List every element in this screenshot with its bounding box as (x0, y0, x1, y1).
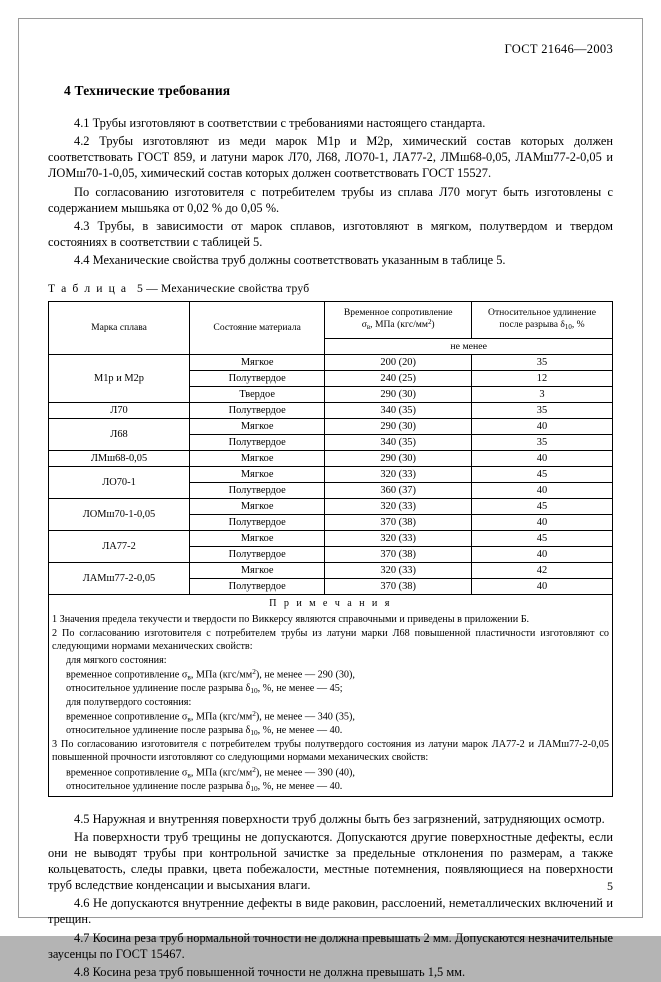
table-body (49, 354, 613, 594)
note-line: временное сопротивление $\sigma_в$, МПа $(кгс/мм^2)$, не менее — 290 (30), (66, 667, 355, 682)
paragraph-4-1: 4.1 Трубы изготовляют в соответствии с требованиями настоящего стандарта. (74, 116, 486, 130)
paragraph-4-7: 4.7 Косина реза труб нормальной точности не должна превышать 2 мм. Допускаются незначительные заусенцы по ГОСТ 15467. (48, 930, 613, 961)
header-strength-line1: Временное сопротивление (343, 307, 453, 319)
table-row (49, 450, 613, 466)
cell-elongation: 40 (471, 450, 612, 466)
cell-elongation: 40 (471, 546, 612, 562)
table-notes (49, 594, 613, 796)
cell-state: Полутвердое (190, 434, 325, 450)
cell-state: Мягкое (190, 466, 325, 482)
cell-alloy: Л70 (49, 402, 190, 418)
cell-alloy: ЛА77-2 (49, 530, 190, 562)
table-row (49, 354, 613, 370)
paragraph-4-6: 4.6 Не допускаются внутренние дефекты в виде раковин, расслоений, неметаллических включений и трещин. (48, 896, 613, 927)
cell-state: Твердое (190, 386, 325, 402)
cell-elongation: 3 (471, 386, 612, 402)
table-header-row (49, 302, 613, 339)
cell-elongation: 42 (471, 562, 612, 578)
cell-strength: 370 (38) (325, 578, 472, 594)
header-alloy: Марка сплава (49, 302, 190, 355)
cell-strength: 290 (30) (325, 386, 472, 402)
page-number: 5 (607, 879, 613, 893)
table-row (49, 466, 613, 482)
cell-alloy: ЛОМш70-1-0,05 (49, 498, 190, 530)
paragraph-4-4: 4.4 Механические свойства труб должны соответствовать указанным в таблице 5. (74, 253, 506, 267)
cell-strength: 320 (33) (325, 530, 472, 546)
paragraph-4-5: 4.5 Наружная и внутренняя поверхности труб должны быть без загрязнений, затрудняющих осмотр. (74, 811, 605, 826)
cell-alloy: ЛО70-1 (49, 466, 190, 498)
paragraph-4-2: 4.2 Трубы изготовляют из меди марок М1р и М2р, химический состав которых должен соответствовать ГОСТ 859, и латуни марок Л70, Л68, ЛО70-1, ЛА77-2, ЛМш68-0,05, ЛАМш77-2-0,05 и ЛОМш70-1-0,05, химический состав которых должен соответствовать ГОСТ 15527. (48, 134, 613, 181)
table-caption-text: — Механические свойства труб (146, 282, 310, 296)
cell-elongation: 45 (471, 466, 612, 482)
paragraph-4-8: 4.8 Косина реза труб повышенной точности не должна превышать 1,5 мм. (74, 964, 466, 979)
cell-elongation: 35 (471, 354, 612, 370)
cell-strength: 200 (20) (325, 354, 472, 370)
cell-alloy: ЛАМш77-2-0,05 (49, 562, 190, 594)
cell-elongation: 40 (471, 482, 612, 498)
table-row (49, 418, 613, 434)
cell-strength: 320 (33) (325, 562, 472, 578)
cell-alloy: ЛМш68-0,05 (49, 450, 190, 466)
table-row (49, 562, 613, 578)
cell-elongation: 45 (471, 530, 612, 546)
header-elongation: Относительное удлинение после разрыва $\delta_{10}$, % (471, 302, 612, 339)
note-line: для мягкого состояния: (66, 654, 167, 666)
notes-title: П р и м е ч а н и я (269, 597, 392, 609)
paragraph-arsenic: По согласованию изготовителя с потребителем трубы из сплава Л70 могут быть изготовлены с содержанием мышьяка от 0,02 % до 0,05 %. (48, 184, 613, 215)
note-line: для полутвердого состояния: (66, 696, 192, 708)
page-title: 4 Технические требования (64, 83, 231, 98)
paragraphs-after-table (48, 811, 613, 980)
cell-state: Мягкое (190, 450, 325, 466)
table-caption-label: Т а б л и ц а (48, 282, 128, 296)
cell-elongation: 35 (471, 402, 612, 418)
cell-strength: 290 (30) (325, 418, 472, 434)
cell-elongation: 45 (471, 498, 612, 514)
note-line: временное сопротивление $\sigma_в$, МПа $(кгс/мм^2)$, не менее — 390 (40), (66, 764, 355, 780)
cell-elongation: 12 (471, 370, 612, 386)
cell-state: Полутвердое (190, 578, 325, 594)
cell-state: Мягкое (190, 530, 325, 546)
cell-strength: 290 (30) (325, 450, 472, 466)
cell-state: Мягкое (190, 354, 325, 370)
note-line: 1 Значения предела текучести и твердости по Виккерсу являются справочными и приведены в приложении Б. (52, 614, 530, 626)
mechanical-properties-table (48, 301, 613, 797)
table-row (49, 498, 613, 514)
cell-elongation: 40 (471, 418, 612, 434)
table-row (49, 530, 613, 546)
cell-state: Полутвердое (190, 402, 325, 418)
cell-state: Полутвердое (190, 514, 325, 530)
note-line: относительное удлинение после разрыва $\delta_{10}$, %, не менее — 40. (66, 725, 343, 738)
cell-state: Полутвердое (190, 546, 325, 562)
standard-number: ГОСТ 21646—2003 (504, 42, 613, 56)
note-line: 3 По согласованию изготовителя с потребителем трубы полутвердого состояния из латуни марок ЛА77-2 и ЛАМш77-2-0,05 повышенной прочности изготовляют со следующими нормами механических свойств: (52, 739, 609, 764)
table-row (49, 402, 613, 418)
note-line: временное сопротивление $\sigma_в$, МПа $(кгс/мм^2)$, не менее — 340 (35), (66, 709, 355, 724)
cell-state: Полутвердое (190, 482, 325, 498)
cell-state: Мягкое (190, 498, 325, 514)
header-strength: Временное сопротивление $\sigma_в$, МПа $(кгс/мм^2)$ (325, 302, 472, 339)
cell-elongation: 40 (471, 578, 612, 594)
header-elongation-line1: Относительное удлинение (488, 307, 596, 319)
table-caption-number: 5 (136, 282, 143, 296)
note-line: 2 По согласованию изготовителя с потребителем трубы из латуни марки Л68 повышенной пластичности изготовляют со следующими нормами механических свойств: (52, 627, 609, 653)
table-notes-row (49, 594, 613, 796)
notes-body (52, 613, 609, 793)
note-line: относительное удлинение после разрыва $\delta_{10}$, %, не менее — 45; (66, 683, 343, 696)
cell-alloy: М1р и М2р (49, 354, 190, 402)
cell-state: Мягкое (190, 562, 325, 578)
cell-state: Мягкое (190, 418, 325, 434)
cell-elongation: 40 (471, 514, 612, 530)
cell-elongation: 35 (471, 434, 612, 450)
cell-alloy: Л68 (49, 418, 190, 450)
header-state: Состояние материала (190, 302, 325, 355)
table-caption (48, 282, 613, 295)
cell-strength: 340 (35) (325, 434, 472, 450)
cell-strength: 240 (25) (325, 370, 472, 386)
cell-strength: 370 (38) (325, 546, 472, 562)
cell-strength: 340 (35) (325, 402, 472, 418)
cell-strength: 370 (38) (325, 514, 472, 530)
cell-strength: 360 (37) (325, 482, 472, 498)
paragraph-surface-defects: На поверхности труб трещины не допускаются. Допускаются другие поверхностные дефекты, если они не выводят трубы при контрольной зачистке за предельные отклонения по размерам, а также кольцеватость, следы правки, цвета побежалости, местные потемнения, появляющиеся на поверхности труб вследствие конденсации и высыхания влаги. (48, 829, 613, 893)
cell-state: Полутвердое (190, 370, 325, 386)
page-content (48, 42, 613, 982)
cell-strength: 320 (33) (325, 466, 472, 482)
cell-strength: 320 (33) (325, 498, 472, 514)
note-line: относительное удлинение после разрыва $\delta_{10}$, %, не менее — 40. (66, 780, 343, 793)
header-not-less-than: не менее (325, 338, 613, 354)
paragraph-4-3: 4.3 Трубы, в зависимости от марок сплавов, изготовляют в мягком, полутвердом и твердом состояниях в соответствии с таблицей 5. (48, 218, 613, 249)
